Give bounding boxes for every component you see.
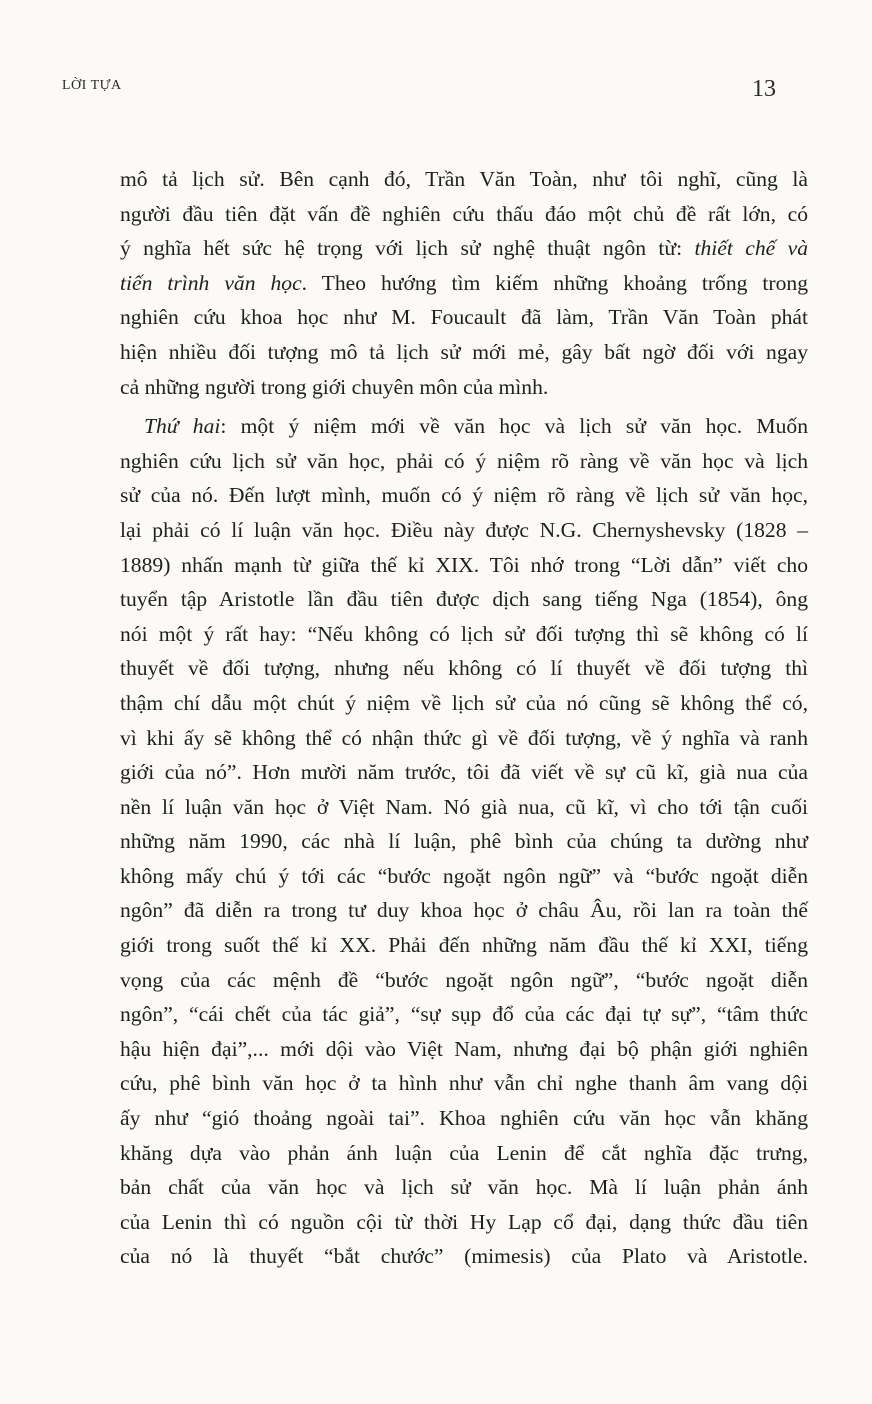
text-line: hậu hiện đại”,... mới dội vào Việt Nam, nhưng đại bộ phận giới nghiên <box>120 1036 808 1061</box>
text-line: 1889) nhấn mạnh từ giữa thế kỉ XIX. Tôi nhớ trong “Lời dẫn” viết cho <box>120 552 808 577</box>
text-line <box>120 409 808 444</box>
text-line: không mấy chú ý tới các “bước ngoặt ngôn ngữ” và “bước ngoặt diễn <box>120 863 808 888</box>
italic-term: thiết chế và <box>694 236 808 261</box>
text-line: giới của nó”. Hơn mười năm trước, tôi đã viết về sự cũ kĩ, già nua của <box>120 760 808 785</box>
text-line: người đầu tiên đặt vấn đề nghiên cứu thấu đáo một chủ đề rất lớn, có <box>120 201 808 226</box>
italic-lead: Thứ hai <box>144 414 221 439</box>
text-line: mô tả lịch sử. Bên cạnh đó, Trần Văn Toàn, như tôi nghĩ, cũng là <box>120 167 808 191</box>
text-line: cả những người trong giới chuyên môn của mình. <box>120 374 549 399</box>
text-run: : một ý niệm mới về văn học và lịch sử văn học. Muốn <box>220 414 808 439</box>
text-line <box>120 231 808 266</box>
text-line: ngôn”, “cái chết của tác giả”, “sự sụp đổ của các đại tự sự”, “tâm thức <box>120 1002 808 1027</box>
text-line: hiện nhiều đối tượng mô tả lịch sử mới mẻ, gây bất ngờ đối với ngay <box>120 339 808 364</box>
text-line: tuyển tập Aristotle lần đầu tiên được dịch sang tiếng Nga (1854), ông <box>120 587 808 612</box>
text-line: nghiên cứu khoa học như M. Foucault đã làm, Trần Văn Toàn phát <box>120 305 808 330</box>
text-line: bản chất của văn học và lịch sử văn học. Mà lí luận phản ánh <box>120 1175 808 1200</box>
text-line: thậm chí dẫu một chút ý niệm về lịch sử của nó cũng sẽ không thể có, <box>120 690 808 715</box>
text-line: nền lí luận văn học ở Việt Nam. Nó già nua, cũ kĩ, vì cho tới tận cuối <box>120 794 808 819</box>
text-line: ngôn” đã diễn ra trong tư duy khoa học ở châu Âu, rồi lan ra toàn thế <box>120 898 808 923</box>
page-number: 13 <box>752 76 776 102</box>
italic-term: tiến trình văn học <box>120 270 302 295</box>
text-line: khăng dựa vào phản ánh luận của Lenin để cắt nghĩa đặc trưng, <box>120 1140 808 1165</box>
text-run: . Theo hướng tìm kiếm những khoảng trống trong <box>301 270 808 295</box>
text-line <box>120 266 808 301</box>
text-line: lại phải có lí luận văn học. Điều này được N.G. Chernyshevsky (1828 – <box>120 517 808 542</box>
text-line: nói một ý rất hay: “Nếu không có lịch sử đối tượng thì sẽ không có lí <box>120 621 808 646</box>
text-line: vọng của các mệnh đề “bước ngoặt ngôn ngữ”, “bước ngoặt diễn <box>120 967 808 992</box>
running-head: LỜI TỰA <box>62 78 122 93</box>
body-text <box>120 162 808 1274</box>
text-line: vì khi ấy sẽ không thể có nhận thức gì về đối tượng, về ý nghĩa và ranh <box>120 725 808 750</box>
text-line: nghiên cứu lịch sử văn học, phải có ý niệm rõ ràng về văn học và lịch <box>120 448 808 473</box>
text-line: giới trong suốt thế kỉ XX. Phải đến những năm đầu thế kỉ XXI, tiếng <box>120 933 808 958</box>
text-line: thuyết về đối tượng, nhưng nếu không có lí thuyết về đối tượng thì <box>120 656 808 681</box>
text-line: cứu, phê bình văn học ở ta hình như vẫn chỉ nghe thanh âm vang dội <box>120 1071 808 1096</box>
text-line: ấy như “gió thoảng ngoài tai”. Khoa nghiên cứu văn học vẫn khăng <box>120 1106 808 1131</box>
text-line: những năm 1990, các nhà lí luận, phê bình của chúng ta dường như <box>120 829 808 854</box>
text-line: sử của nó. Đến lượt mình, muốn có ý niệm rõ ràng về lịch sử văn học, <box>120 483 808 508</box>
text-line: của nó là thuyết “bắt chước” (mimesis) của Plato và Aristotle. <box>120 1244 808 1269</box>
text-line: của Lenin thì có nguồn cội từ thời Hy Lạp cổ đại, dạng thức đầu tiên <box>120 1209 808 1234</box>
text-run: ý nghĩa hết sức hệ trọng với lịch sử nghệ thuật ngôn từ: <box>120 236 695 261</box>
